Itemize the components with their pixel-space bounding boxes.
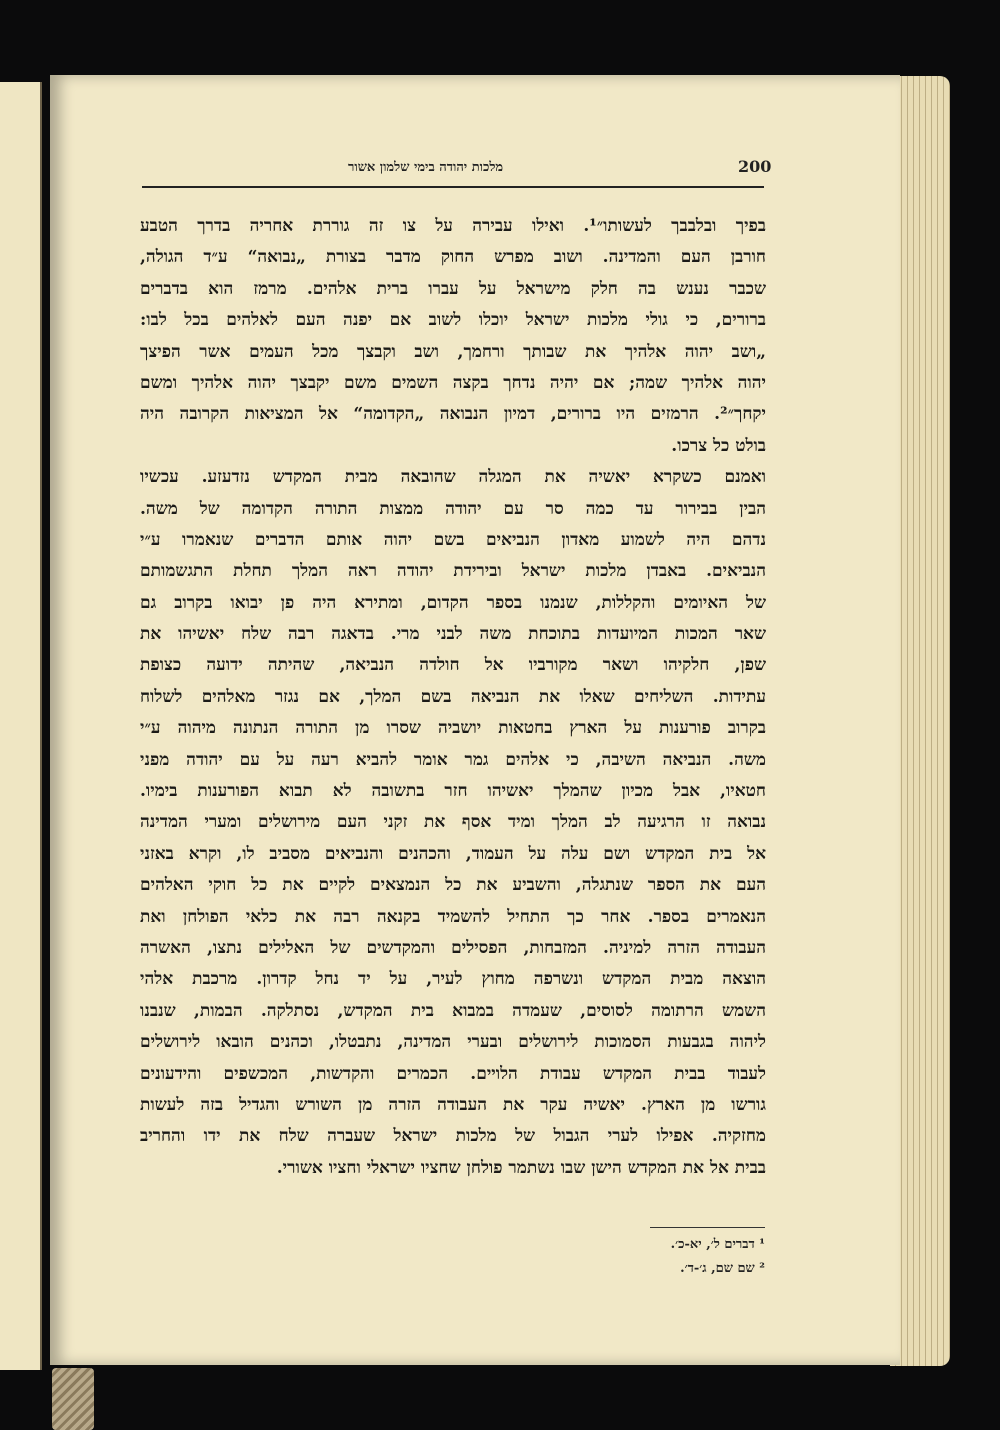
text-line: שכבר נענש בה חלק מישראל על עברו ברית אלהים. מרמז הוא בדברים	[140, 278, 766, 299]
text-line: „ושב יהוה אלהיך את שבותך ורחמך, ושב וקבצך מכל העמים אשר הפיצך	[140, 341, 766, 362]
text-line: משה. הנביאה השיבה, כי אלהים גמר אומר להביא רעה על עם יהודה מפני	[140, 749, 766, 770]
text-line: נדהם היה לשמוע מאדון הנביאים בשם יהוה אותם הדברים שנאמרו ע״י	[140, 529, 766, 550]
text-line: עתידות. השליחים שאלו את הנביאה בשם המלך, אם נגזר מאלהים לשלוח	[140, 686, 766, 707]
text-line: לעבוד בבית המקדש עבודת הלויים. הכמרים והקדשות, המכשפים והידעונים	[140, 1063, 766, 1084]
text-line: בולט כל צרכו.	[671, 435, 766, 456]
text-line: חטאיו, אבל מכיון שהמלך יאשיהו חזר בתשובה לא תבוא הפורענות בימיו.	[140, 781, 766, 802]
text-line: הוצאה מבית המקדש ונשרפה מחוץ לעיר, על יד נחל קדרון. מרכבת אלהי	[140, 969, 766, 990]
paragraph-2	[140, 462, 766, 1184]
paragraph-1	[140, 211, 766, 462]
text-line: בקרוב פורענות על הארץ בחטאות יושביה שסרו מן התורה הנתונה מיהוה ע״י	[140, 718, 766, 739]
text-line: נבואה זו הרגיעה לב המלך ומיד אסף את זקני העם מירושלים ומערי המדינה	[140, 812, 766, 833]
text-line: גורשו מן הארץ. יאשיה עקר את העבודה הזרה מן השורש והגדיל בזה לעשות	[140, 1094, 766, 1115]
text-line: יקחך״². הרמזים היו ברורים, דמיון הנבואה „הקדומה“ אל המציאות הקרובה היה	[140, 404, 766, 425]
text-line: הנאמרים בספר. אחר כך התחיל להשמיד בקנאה רבה את כלאי הפולחן ואת	[140, 906, 766, 927]
text-line: בפיך ובלבבך לעשותו״¹. ואילו עבירה על צו זה גוררת אחריה בדרך הטבע	[140, 216, 766, 236]
page-header	[142, 157, 772, 179]
footnote-rule	[650, 1227, 765, 1228]
page-number: 200	[738, 157, 772, 176]
text-line: העבודה הזרה למיניה. המזבחות, הפסילים והמקדשים של האלילים נתצו, האשרה	[140, 937, 766, 958]
text-line: שאר המכות המיועדות בתוכחת משה לבני מרי. בדאגה רבה שלח יאשיהו את	[140, 624, 766, 645]
footnote-2: ² שם שם, ג׳-ד׳.	[680, 1261, 765, 1276]
ribbon-bookmark	[52, 1368, 94, 1430]
text-line: שפן, חלקיהו ושאר מקורביו אל חולדה הנביאה, שהיתה ידועה כצופת	[140, 655, 766, 676]
footnotes	[500, 1233, 765, 1281]
running-title: מלכות יהודה בימי שלמון אשור	[348, 160, 504, 175]
text-line: חורבן העם והמדינה. ושוב מפרש החוק מדבר בצורת „נבואה“ ע״ד הגולה,	[140, 247, 766, 268]
left-page-edge	[0, 82, 42, 1370]
text-line: ואמנם כשקרא יאשיה את המגלה שהובאה מבית המקדש נזדעזע. עכשיו	[140, 467, 766, 488]
text-line: השמש הרתומה לסוסים, שעמדה במבוא בית המקדש, נסתלקה. הבמות, שנבנו	[140, 1000, 766, 1021]
footnote-1: ¹ דברים ל׳, יא-כ׳.	[670, 1237, 765, 1252]
body-text	[140, 211, 766, 1184]
text-line: הנביאים. באבדן מלכות ישראל ובירידת יהודה ראה המלך תחלת התגשמותם	[140, 561, 766, 582]
text-line: מחזקיה. אפילו לערי הגבול של מלכות ישראל שעברה שלח את ידו והחריב	[140, 1126, 766, 1147]
text-line: בבית אל את המקדש הישן שבו נשתמר פולחן שחציו ישראלי וחציו אשורי.	[276, 1157, 766, 1178]
text-line: ברורים, כי גולי מלכות ישראל יוכלו לשוב אם יפנה העם לאלהים בכל לבו:	[140, 310, 766, 331]
text-line: ליהוה בגבעות הסמוכות לירושלים ובערי המדינה, נתבטלו, וכהנים הובאו לירושלים	[140, 1032, 766, 1053]
text-line: יהוה אלהיך שמה; אם יהיה נדחך בקצה השמים משם יקבצך יהוה אלהיך ומשם	[140, 372, 766, 393]
text-line: אל בית המקדש ושם עלה על העמוד, והכהנים והנביאים מסביב לו, וקרא באזני	[140, 843, 766, 864]
text-line: הבין בבירור עד כמה סר עם יהודה ממצות התורה הקדומה של משה.	[140, 498, 766, 519]
text-line: העם את הספר שנתגלה, והשביע את כל הנמצאים לקיים את כל חוקי האלהים	[140, 875, 766, 896]
book-page	[50, 75, 900, 1365]
text-line: של האיומים והקללות, שנמנו בספר הקדום, ומתירא היה פן יבואו בקרוב גם	[140, 592, 766, 613]
header-rule	[142, 186, 764, 188]
